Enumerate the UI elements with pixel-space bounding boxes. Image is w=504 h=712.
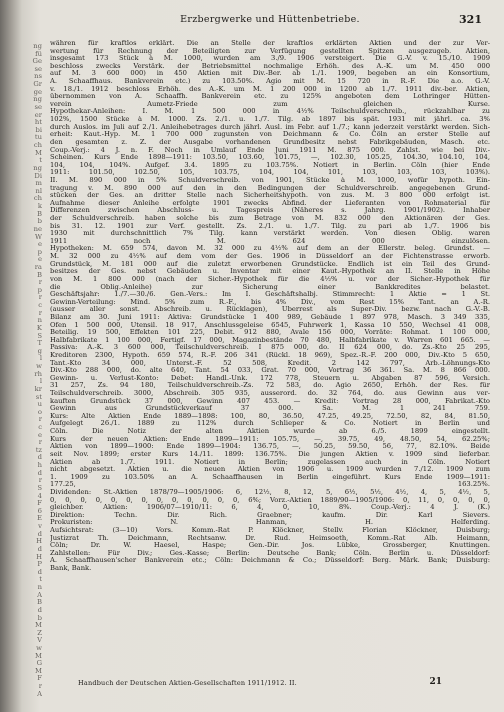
text-line: A. Schaaffhausen'scher Bankverein etc.; Cöln: Deichmann & Co.; Düsseldorf: Berg. Märk. Bank; Duisburg: — [50, 557, 490, 565]
gutter-fragment: er — [34, 110, 42, 119]
gutter-fragment: tz — [35, 445, 42, 454]
gutter-fragment: T — [37, 339, 42, 348]
text-line: bis 31. 12. 1901 zur Verf. gestellt. Zs. 2./1. u. 1./7. Tilg. zu pari ab 1./7. 1906 bis — [50, 222, 490, 230]
text-line: währen für kraftlos erklärt. Die an Stelle der kraftlos erklärten Aktien und der zur Ver- — [50, 40, 490, 47]
text-line: Teilschuldverschreib. 3000, Abschreib. 305 935, ausserord. do. 32 764, do. aus Gewinn aus ver- — [50, 390, 490, 398]
text-line: von M. 1 800 000 (nach der Sicher.-Hypothek für die 4½% u. vor der Sicher.-Hypothek für — [50, 275, 490, 283]
gutter-fragment: Gr — [33, 80, 42, 89]
gutter-fragment: M — [35, 148, 42, 157]
page-number: 321 — [459, 13, 482, 26]
gutter-fragment: ch — [33, 194, 42, 203]
gutter-fragment: ns — [34, 72, 42, 81]
text-line: Aktien ab 1./7. 1911. Notiert in Berlin; zugelassen auch in Cöln. Notiert — [50, 458, 490, 466]
text-line: Aufgelegt 26./1. 1889 zu 112% durch Schlieper & Co. Notiert in Berlin und — [50, 420, 490, 428]
gutter-fragment: M — [35, 621, 42, 630]
gutter-fragment: o — [37, 407, 42, 416]
gutter-fragment: K — [36, 323, 42, 332]
gutter-fragment: r — [38, 278, 42, 287]
text-line: Aufnahme dieser Anleihe erfolgte 1901 zwecks Abfind. der Lieferanten von Rohmaterial für — [50, 199, 490, 207]
text-line: Öfen 1 500 000, Utensil. 18 917, Anschlussgeleise 6545, Fuhrwerk 1, Kassa 10 550, Wechsel 41 008, — [50, 321, 490, 329]
text-line: Direktion: Techn. Dir. Rich. Graebner; kaufm. Dir. Karl Sievers. — [50, 511, 490, 519]
gutter-fragment: w — [36, 362, 42, 371]
text-line: Aktien von 1899—1900: Ende 1899—1904: 136.75, —, 50.25, 59.50, 56, 77, 82.10%. Beide — [50, 443, 490, 451]
text-line: kauften Grundstück 37 000, Gewinn 407 453. — Kredit: Vortrag 28 000, Fabrikat.-Kto — [50, 397, 490, 405]
gutter-fragment: d — [37, 529, 42, 538]
gutter-fragment: Z — [37, 628, 42, 637]
text-line: Kreditoren 2300, Hypoth. 659 574, R.-F. 206 341 (Rückl. 18 969), Spez.-R.-F. 200 000, Div.-Kto 5 650, — [50, 351, 490, 359]
gutter-fragment: g — [37, 346, 42, 355]
gutter-fragment: l — [39, 354, 42, 363]
gutter-fragment: l — [39, 377, 42, 386]
gutter-fragment: d — [37, 605, 42, 614]
article-body — [50, 40, 490, 650]
gutter-fragment: fü — [35, 49, 42, 58]
text-line: Bank, Bank. — [50, 565, 92, 573]
gutter-fragment: ra — [34, 262, 42, 271]
text-line: II. M. 890 000 in 5% Schuldverschreib. von 1901, Stücke à M. 1000, wofür hypoth. Ein- — [50, 176, 490, 184]
text-line: 1911: 101.50, 102.50, 105, 103.75, 104, 104, 101, 103, 103, 103, 103%). — [50, 169, 490, 177]
gutter-fragment: e — [37, 255, 42, 264]
text-line: Tant.-Kto 34 000, Unterst.-F. 52 508, Kredit. 2 142 797, Arb.-Löhnungs-Kto — [50, 359, 490, 367]
text-line: Halbfabrikate 1 100 000, Fertigf. 17 000, Magazinbestände 70 480, Halbfabrikate v. Warren 601 665. — — [50, 336, 490, 344]
text-line: A. Schaaffhaus. Bankverein etc.) zu 103.50%. Agio mit M. 15 720 in R.-F. Die a.o. G.-V. — [50, 78, 490, 86]
text-line: Justizrat Th. Deichmann, Rechtsanw. Dr. Rud. Heimsoeth, Komm.-Rat Alb. Heimann, — [50, 534, 490, 542]
gutter-fragment: m — [35, 179, 42, 188]
gutter-fragment: P — [37, 560, 42, 569]
gutter-fragment: kr — [34, 384, 42, 393]
text-line: gleichber. Aktien: 1906/07—1910/11: 6, 4, 0, 10, 8%. Coup.-Verj.: 4 J. (K.) — [50, 504, 490, 512]
text-line: Gewinn- u. Verlust-Konto: Debet: Handl.-Unk. 172 778, Steuern u. Abgaben 87 596, Versich. — [50, 374, 490, 382]
text-line: wertung für Rechnung der Beteiligten zur Verfügung gestellten Spitzen ausgezugeb. Aktien, — [50, 47, 490, 55]
gutter-fragment: b — [37, 613, 42, 622]
gutter-fragment: c — [38, 423, 42, 431]
gutter-fragment: d — [37, 468, 42, 477]
gutter-fragment: 4 — [37, 491, 42, 500]
text-line: v. 18./1. 1912 beschloss Erhöh. des A.-K. um M. 1 200 000 in 1200 ab 1./7. 1911 div.-ber. Aktien, — [50, 85, 490, 93]
gutter-fragment: t — [39, 575, 42, 584]
text-line: besitzes der Ges. nebst Gebäuden u. Inventar mit einer Kaut.-Hypothek an II. Stelle in Höhe — [50, 268, 490, 276]
text-line: Gewinn aus Grundstückverkauf 37 000. Sa. M. 1 241 759. — [50, 405, 490, 413]
gutter-fragment: c — [38, 301, 42, 310]
text-line: Kurs: Alte Aktien Ende 1889—1898: 100, 80, 36.50, 47.25, 49.25, 72.50, 82, 84, 81.50, — [50, 412, 490, 420]
gutter-fragment: se — [34, 102, 42, 111]
gutter-fragment: p — [37, 285, 42, 294]
text-line: Passiva: A.-K. 3 600 000, Teilschuldverschreib. I 875 000, do. II 624 000, do. Zs.-Kto 25 295, — [50, 344, 490, 352]
gutter-fragment: S — [37, 331, 42, 340]
gutter-fragment: H — [36, 537, 42, 546]
gutter-fragment: ge — [33, 87, 42, 96]
running-header — [50, 14, 490, 28]
gutter-fragment: ng — [33, 163, 42, 172]
text-line: 1. 1909 zu 103.50% an A. Schaaffhausen in Berlin eingeführt. Kurs Ende 1909—1911: — [50, 473, 490, 481]
gutter-fragment: tu — [34, 133, 42, 142]
gutter-fragment: A — [37, 689, 42, 698]
text-line: der Schuldverschreib. haben solche bis zum Betrage von M. 832 000 den Aktionären der Ges. — [50, 215, 490, 223]
text-line: M. 32 000 zu 4½% auf dem vom der Ges. 1906 in Düsseldorf an der Fichtenstrasse erworb. — [50, 253, 490, 261]
gutter-fragment: v — [38, 522, 42, 531]
gutter-fragment: Di — [34, 171, 42, 180]
gutter-fragment: st — [35, 392, 42, 401]
text-line: Cöln; Dr. W. Haesel, Haspe; Gen.-Dir. Jos. Lübke, Grossberger, Knuttingen. — [50, 542, 490, 550]
text-line: Coup.-Verj.: 4 J. n. F. Noch in Umlauf Ende Juni 1911 M. 875 000. Zahlst. wie bei Div.- — [50, 146, 490, 154]
signature-mark: 21 — [429, 677, 442, 687]
text-line: Aufsichtsrat: (3—10) Vors. Komm.-Rat P. Klöckner, Stellv. Florian Klöckner, Duisburg; — [50, 527, 490, 534]
gutter-fragment: F — [37, 499, 42, 508]
text-line: Dividenden: St.-Aktien 1878/79—1905/1906: 6, 12½, 8, 12, 5, 6½, 5½, 4½, 4, 5, 4½, 5, — [50, 488, 490, 496]
gutter-fragment: h — [37, 461, 42, 470]
gutter-fragment: n — [37, 316, 42, 325]
gutter-fragment: d — [37, 453, 42, 462]
gutter-fragment: e — [37, 430, 42, 439]
text-line: 1930 mit durchschnittlich 7% Tilg. kann verstärkt werden. Von diesen Oblig. waren — [50, 230, 490, 238]
page-footer — [50, 679, 490, 691]
gutter-fragment: r — [38, 308, 42, 317]
text-line: 0, 0, 0, 0, 0, 0, 0, 0, 0, 0, 0, 0, 0, 6%; Vorz.-Aktien 1889/90—1905/1906: 0, 11, 0, 0, 0, 0, — [50, 496, 490, 504]
text-line: 177.25, 163.25%. — [50, 481, 490, 489]
gutter-fragment: B — [37, 270, 42, 279]
gutter-fragment: B — [37, 209, 42, 218]
text-line: Beteilig. 19 500, Effekten 101 225, Debit. 912 880, Avale 156 000, Vorräte: Rohmat. 1 100 000, — [50, 329, 490, 337]
gutter-fragment: b — [37, 217, 42, 226]
gutter-fragment: k — [37, 202, 42, 211]
gutter-fragment: Ge — [32, 57, 42, 66]
text-line: verein Aumetz-Friede zum gleichen Kurse. — [50, 100, 490, 108]
text-line: die Oblig.-Anleihe) zur Sicherung einer Bankkredites belastet. — [50, 283, 490, 291]
left-margin-bleed — [0, 0, 42, 712]
text-line: Differenzen zwischen Abschluss- u. Tagespreis (Näheres s. Jahrg. 1901/1902). Inhaber — [50, 207, 490, 215]
gutter-fragment: ht — [34, 118, 42, 127]
gutter-fragment: S — [37, 483, 42, 492]
text-line: Geschäftsjahr: 1./7.—30./6. Gen.-Vers.: Im I. Geschäftshalbj. Stimmrecht: 1 Aktie = 1 St. — [50, 291, 490, 299]
text-line: durch Auslos. im Juli auf 2./1. Anleihebetrages durch jährl. Ausl. im Febr. auf 1./7.; kann jederzeit verstärkt werden. Sich- — [50, 123, 490, 131]
gutter-fragment: u — [37, 400, 42, 409]
text-line: 31 257, Zs. 94 180, Teilschuldverschreib.-Zs. 72 583, do. Agio 2650, Erhöh. der Res. für — [50, 382, 490, 390]
text-line: Grundstück, M. 181 000 auf die zuletzt erworbenen Grundstücke. Endlich ist ein Teil des Grund- — [50, 260, 490, 268]
text-line: nicht abgesetzt. Aktien u. die neuen Aktien von 1906 u. 1909 wurden 7./12. 1909 zum — [50, 466, 490, 474]
gutter-fragment: A — [37, 590, 42, 599]
text-line: stücken der Ges. an dritter Stelle nach Sicherheitshypoth. von zus. M. 3 800 000 erfolgt ist. — [50, 192, 490, 200]
gutter-fragment: r — [38, 438, 42, 447]
text-line: Zahlstellen: Für Div.; Ges.-Kasse; Berlin: Deutsche Bank; Cöln. Berlin u. Düsseldorf: — [50, 549, 490, 557]
text-line: Div.-Kto 288 000, do. alte 640, Tant. 54 033, Grat. 70 000, Vortrag 36 361. Sa. M. 8 866 000. — [50, 367, 490, 375]
text-line: (ausser aller sonst. Abschreib. u. Rücklagen), Überrest als Super-Div. bezw. nach G.-V.-B. — [50, 306, 490, 314]
gutter-fragment: p — [37, 247, 42, 256]
gutter-fragment: F — [37, 674, 42, 683]
text-line: den gesamten z. Z. der Ausgabe vorhandenen Grundbesitz nebst Fabrikgebäuden, Masch. etc. — [50, 138, 490, 146]
gutter-fragment: r — [38, 476, 42, 485]
text-line: Cöln. Die Notiz der alten Aktien wurde ab 6./5. 1899 eingestellt. — [50, 428, 490, 436]
text-line: seit Nov. 1899; erster Kurs 14./11. 1899: 136.75%. Die jungen Aktien v. 1909 sind lieferbar. — [50, 450, 490, 458]
gutter-fragment: d — [37, 544, 42, 553]
gutter-fragment: M — [35, 666, 42, 675]
gutter-fragment: r — [38, 415, 42, 424]
gutter-fragment: ch — [33, 141, 42, 150]
text-line: übernommen von A. Schaaffh. Bankverein etc. zu 125% angeboten dem Lothringer Hütten- — [50, 93, 490, 101]
gutter-fragment: G — [36, 659, 42, 668]
text-line: 1911 noch M. 624 000 einzulösen. — [50, 237, 490, 245]
gutter-fragment: w — [36, 643, 42, 652]
text-line: Bilanz am 30. Juni 1911: Aktiva: Grundstücke 1 400 989, Gebäude 1 897 978, Masch. 3 349 335, — [50, 313, 490, 321]
gutter-fragment: V — [37, 636, 42, 645]
gutter-fragment: rh — [34, 369, 42, 378]
gutter-fragment: bi — [35, 125, 42, 134]
text-line: Gewinn-Verteilung: Mind. 5% zum R.-F., bis 4% Div., vom Rest 15% Tant. an A.-R. — [50, 298, 490, 306]
gutter-fragment: d — [37, 567, 42, 576]
text-line: Hypotheken: M. 659 574, davon M. 32 000 zu 4½% auf dem an der Ellerstr. beleg. Grundst. — — [50, 245, 490, 253]
text-line: 104, 104, 104%. Aufgef. 3.4. 1895 zu 103.75%. Notiert in Berlin. Cöln (hier Ende — [50, 161, 490, 169]
gutter-fragment: t — [39, 156, 42, 165]
gutter-fragment: H — [36, 552, 42, 561]
gutter-fragment: B — [37, 598, 42, 607]
gutter-fragment: n — [37, 583, 42, 592]
gutter-fragment: ng — [33, 95, 42, 104]
gutter-fragment: W — [35, 232, 42, 241]
text-line: Kurs der neuen Aktien: Ende 1899—1911: 105.75, —, 39.75, 49, 48.50, 54, 62.25%; — [50, 435, 490, 443]
gutter-fragment: e — [37, 240, 42, 249]
gutter-fragment: r — [38, 682, 42, 691]
text-line: insgesamt 173 Stück à M. 1000, wurden am 3./9. 1906 versteigert. Die G.-V. v. 15./10. 1909 — [50, 55, 490, 63]
text-line: 102%, 1500 Stücke à M. 1000. Zs. 2./1. u. 1./7. Tilg. ab 1897 bis spät. 1931 mit jährl. ca. 3% — [50, 116, 490, 124]
text-line: auf M. 3 600 000) in 450 Aktien mit Div.-Ber. ab 1./1. 1909, begeben an ein Konsortium, — [50, 70, 490, 78]
footer-text: Handbuch der Deutschen Aktien-Gesellschaften 1911/1912. II. — [78, 679, 297, 687]
text-line: Prokuristen: N. Hanman, H. Helferding. — [50, 519, 490, 527]
text-line: Hypothekar-Anleihen: I. M. 1 500 000 in 4½% Teilschuldverschreib., rückzahlbar zu — [50, 108, 490, 116]
text-line: erheit: Kaut.-Hyp. M. 1 700 000 zugunsten von Deichmann & Co. Cöln an erster Stelle auf — [50, 131, 490, 139]
header-title: Erzbergwerke und Hüttenbetriebe. — [180, 14, 360, 25]
gutter-fragment: se — [34, 64, 42, 73]
gutter-fragment: nl — [35, 186, 42, 195]
text-line: beschloss zwecks Verstärk. der Betriebsmittel nochmalige Erhöh. des A.-K. um M. 450 000 — [50, 62, 490, 70]
text-line: Scheinen. Kurs Ende 1898—1911: 103.50, 103.60, 101.75, —, 102.30, 105.25, 104.30, 104.10, 104, — [50, 154, 490, 162]
gutter-fragment: r — [38, 293, 42, 302]
gutter-fragment: ng — [33, 42, 42, 50]
gutter-fragment: M — [35, 651, 42, 660]
gutter-fragment: E — [37, 514, 42, 523]
gutter-fragment: ne — [33, 224, 42, 233]
gutter-fragment: 6 — [37, 506, 42, 515]
text-line: tragung v. M. 890 000 auf den in den Bedingungen der Schuldverschreib. angegebenen Grund- — [50, 184, 490, 192]
